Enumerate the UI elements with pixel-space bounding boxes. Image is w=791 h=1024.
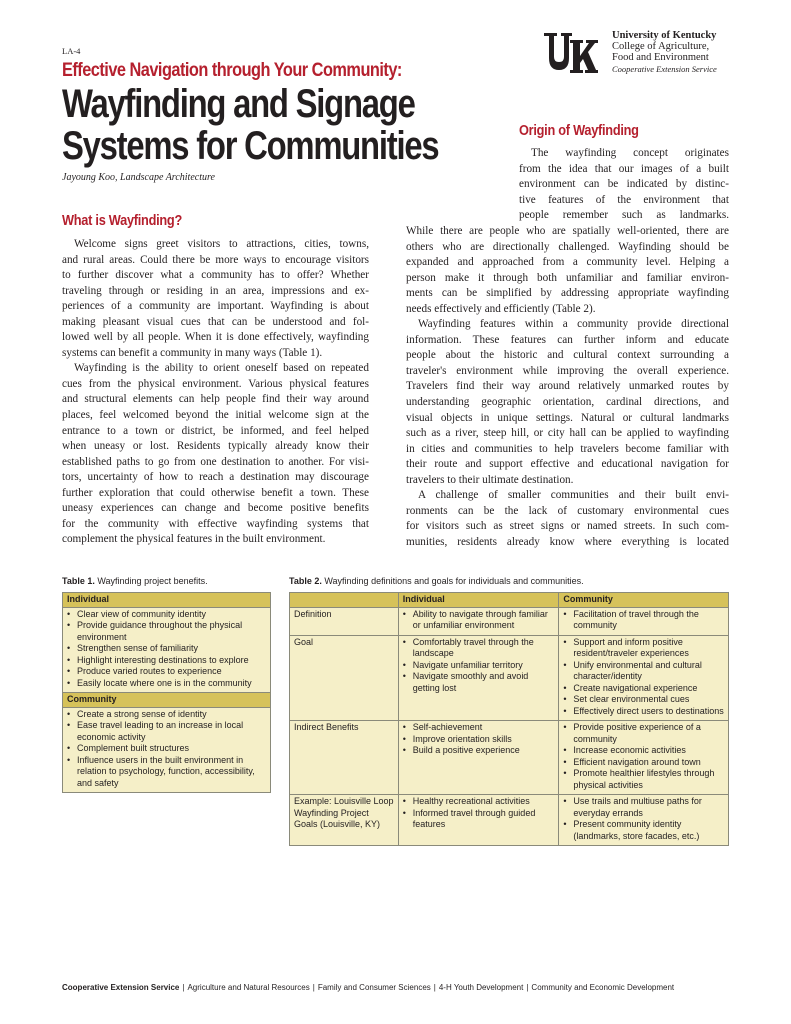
document-title — [62, 83, 438, 167]
text-line: While there are people who are spatially well-oriented, there are — [406, 225, 729, 237]
list-item: • Set clear environmental cues — [563, 694, 724, 706]
list-item: • Self-achievement — [403, 722, 555, 734]
list-item: • Use trails and multiuse paths for everyday errands — [563, 796, 724, 819]
individual-list — [403, 722, 555, 757]
text-line: A challenge of smaller communities and their built envi- — [418, 489, 729, 502]
list-item: • Create a strong sense of identity — [67, 709, 266, 721]
list-item: • Ability to navigate through familiar or unfamiliar environment — [403, 609, 555, 632]
table2-caption — [289, 576, 584, 586]
table1-community-list — [67, 709, 266, 790]
section2-paragraph-3 — [406, 488, 729, 550]
text-line: in cities and communities to help travelers become familiar with — [406, 442, 729, 455]
list-item: • Increase economic activities — [563, 745, 724, 757]
cell-individual — [398, 607, 559, 635]
text-line: Travelers find their way around relatively unmarked routes by — [406, 380, 729, 393]
heading-origin-of-wayfinding: Origin of Wayfinding — [519, 123, 639, 139]
table1-individual-header: Individual — [63, 593, 271, 608]
table1-individual-list — [67, 609, 266, 690]
table1-community-cell — [63, 707, 271, 793]
footer-program: Community and Economic Development — [531, 983, 675, 992]
table1-caption — [62, 576, 208, 586]
text-line: others who are directionally challenged. Wayfinding should be — [406, 240, 729, 253]
text-line: needs effectively and efficiently (Table 2). — [406, 302, 596, 315]
text-line: and structural elements can help people find their way around — [62, 393, 369, 406]
list-item: • Unify environmental and cultural character/identity — [563, 660, 724, 683]
text-line: for visitors such as street signs or named streets. In such com- — [406, 520, 729, 533]
community-list — [563, 722, 724, 791]
list-item: • Informed travel through guided features — [403, 808, 555, 831]
text-line: The wayfinding concept originates — [531, 147, 729, 159]
list-item: • Navigate unfamiliar territory — [403, 660, 555, 672]
college-line-2: Food and Environment — [612, 51, 709, 63]
text-line: expanded and approached from a community level. Helping a — [406, 256, 729, 269]
text-line: Welcome signs greet visitors to attractions, cities, towns, — [74, 238, 369, 250]
community-list — [563, 609, 724, 632]
document-code: LA-4 — [62, 46, 81, 56]
section2-narrow-lines — [519, 146, 729, 224]
text-line: making pleasant visual cues that can be understood and fol- — [62, 315, 369, 328]
table2-blank-header — [290, 593, 399, 608]
cell-community — [559, 795, 729, 846]
section1-paragraph-2 — [62, 361, 369, 548]
cell-community — [559, 635, 729, 721]
section2-body — [406, 224, 729, 550]
text-line: entrance to a town or district, be informed, and feel helped — [62, 424, 369, 437]
text-line: for the community with effective wayfinding systems that — [62, 517, 369, 530]
individual-list — [403, 796, 555, 831]
uk-logo — [543, 30, 599, 76]
list-item: • Healthy recreational activities — [403, 796, 555, 808]
table-1-benefits — [62, 592, 271, 793]
text-line: to further discover what a community has to offer? Whether — [62, 269, 369, 282]
text-line: their route and support effective and educational navigation for — [406, 458, 729, 471]
individual-list — [403, 637, 555, 695]
table-row — [290, 635, 729, 721]
community-list — [563, 637, 724, 718]
table1-caption-text: Wayfinding project benefits. — [97, 576, 208, 586]
footer-separator: | — [526, 983, 529, 992]
community-list — [563, 796, 724, 842]
text-line: Wayfinding features within a community provide directional — [418, 318, 729, 331]
footer — [62, 983, 674, 992]
list-item: • Produce varied routes to experience — [67, 666, 266, 678]
footer-separator: | — [433, 983, 436, 992]
table2-caption-label: Table 2. — [289, 576, 322, 586]
list-item: • Ease travel leading to an increase in local economic activity — [67, 720, 266, 743]
footer-program: 4-H Youth Development — [438, 983, 524, 992]
list-item: • Improve orientation skills — [403, 734, 555, 746]
text-line: tors, uncertainty of how to reach a destination may discourage — [62, 471, 369, 484]
section1-paragraph-1 — [62, 237, 369, 361]
text-line: and rural areas. Could there be more ways to encourage visitors — [62, 253, 369, 266]
cell-community — [559, 721, 729, 795]
table2-caption-text: Wayfinding definitions and goals for individuals and communities. — [324, 576, 584, 586]
text-line: people about the historic and cultural context surrounding a — [406, 349, 729, 362]
section2-paragraph-2 — [406, 317, 729, 488]
text-line: ments can be simplified by addressing appropriate wayfinding — [406, 287, 729, 300]
footer-program: Agriculture and Natural Resources — [187, 983, 310, 992]
list-item: • Influence users in the built environment in relation to psychology, function, accessibility, and safety — [67, 755, 266, 790]
footer-separator: | — [312, 983, 315, 992]
title-line-1: Wayfinding and Signage — [62, 82, 415, 126]
university-name: University of Kentucky — [612, 30, 717, 41]
text-line: lowed well by all people. When it is done effectively, wayfinding — [62, 331, 369, 344]
text-line: tive features of the environment that — [519, 193, 729, 206]
list-item: • Strengthen sense of familiarity — [67, 643, 266, 655]
text-line: understanding geographic orientation, cardinal directions, and — [406, 396, 729, 409]
list-item: • Present community identity (landmarks, store facades, etc.) — [563, 819, 724, 842]
text-line: cues from the physical environment. Various physical features — [62, 377, 369, 390]
section2-paragraph-1 — [406, 224, 729, 317]
section1-body — [62, 237, 369, 548]
list-item: • Support and inform positive resident/traveler experiences — [563, 637, 724, 660]
text-line: places, feel welcomed beyond the initial welcome sign at the — [62, 409, 369, 422]
list-item: • Provide guidance throughout the physical environment — [67, 620, 266, 643]
text-line: travelers to their ultimate destination. — [406, 473, 574, 486]
table-2-definitions-goals — [289, 592, 729, 846]
text-line: people remember such as landmarks. — [519, 209, 729, 222]
cell-individual — [398, 721, 559, 795]
cell-individual — [398, 635, 559, 721]
list-item: • Easily locate where one is in the community — [67, 678, 266, 690]
author-byline: Jayoung Koo, Landscape Architecture — [62, 172, 215, 183]
text-line: when uneasy or lost. Residents typically already know their — [62, 440, 369, 453]
row-label: Example: Louisville Loop Wayfinding Project Goals (Louisville, KY) — [290, 795, 399, 846]
footer-program: Family and Consumer Sciences — [317, 983, 431, 992]
list-item: • Efficient navigation around town — [563, 757, 724, 769]
table-row — [290, 607, 729, 635]
list-item: • Highlight interesting destinations to explore — [67, 655, 266, 667]
text-line: information. These features can further inform and educate — [406, 333, 729, 346]
cell-individual — [398, 795, 559, 846]
table1-community-header: Community — [63, 693, 271, 708]
list-item: • Comfortably travel through the landscape — [403, 637, 555, 660]
extension-service: Cooperative Extension Service — [612, 64, 717, 74]
list-item: • Build a positive experience — [403, 745, 555, 757]
footer-service: Cooperative Extension Service — [62, 983, 180, 992]
table1-caption-label: Table 1. — [62, 576, 95, 586]
text-line: munities, residents already know where everything is located — [406, 535, 729, 548]
row-label: Definition — [290, 607, 399, 635]
text-line: complement the physical features in the built environment. — [62, 533, 326, 546]
college-line-1: College of Agriculture, — [612, 41, 710, 52]
text-line: established paths to go from one destination to another. For visi- — [62, 455, 369, 468]
text-line: environment can be indicated by distinc- — [519, 178, 729, 191]
list-item: • Facilitation of travel through the community — [563, 609, 724, 632]
text-line: Wayfinding is the ability to orient oneself based on repeated — [74, 362, 369, 375]
document-subtitle: Effective Navigation through Your Community: — [62, 60, 402, 81]
text-line: visual objects in unique settings. Natural or cultural landmarks — [406, 411, 729, 424]
list-item: • Create navigational experience — [563, 683, 724, 695]
list-item: • Navigate smoothly and avoid getting lost — [403, 671, 555, 694]
table1-individual-cell — [63, 607, 271, 693]
text-line: further exploration that could otherwise benefit a town. These — [62, 486, 369, 499]
text-line: person make it through both unfamiliar and familiar environ- — [406, 271, 729, 284]
table2-community-header: Community — [559, 593, 729, 608]
institution-block — [612, 30, 717, 75]
row-label: Indirect Benefits — [290, 721, 399, 795]
footer-separator: | — [182, 983, 185, 992]
table-row — [290, 721, 729, 795]
list-item: • Provide positive experience of a community — [563, 722, 724, 745]
text-line: such as a river, steep hill, or city hall can be applied to wayfinding — [406, 427, 729, 440]
text-line: traveling through or residing in an area, impressions and ex- — [62, 284, 369, 297]
text-line: uneasy experiences can change and become positive benefits — [62, 502, 369, 515]
title-line-2: Systems for Communities — [62, 124, 439, 168]
text-line: from the idea that our images of a built — [519, 162, 729, 175]
text-line: traveler's environment while improving the overall experience. — [406, 364, 729, 377]
row-label: Goal — [290, 635, 399, 721]
text-line: ronments can be the lack of customary environmental cues — [406, 504, 729, 517]
table-row — [290, 795, 729, 846]
text-line: periences of a community are important. Wayfinding is about — [62, 300, 369, 313]
list-item: • Complement built structures — [67, 743, 266, 755]
text-line: systems can benefit a community in many ways (Table 1). — [62, 346, 323, 359]
list-item: • Promote healthier lifestyles through physical activities — [563, 768, 724, 791]
cell-community — [559, 607, 729, 635]
list-item: • Clear view of community identity — [67, 609, 266, 621]
individual-list — [403, 609, 555, 632]
table2-individual-header: Individual — [398, 593, 559, 608]
heading-what-is-wayfinding: What is Wayfinding? — [62, 213, 182, 229]
list-item: • Effectively direct users to destinations — [563, 706, 724, 718]
